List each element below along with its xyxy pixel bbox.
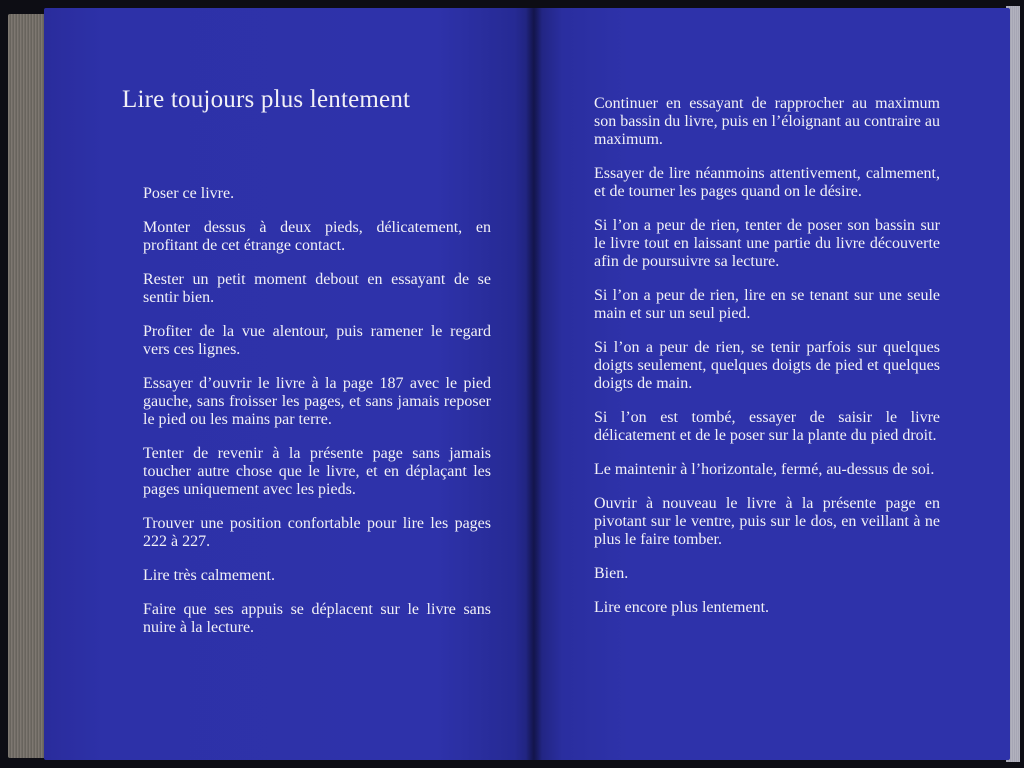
- left-page: [44, 8, 534, 760]
- paragraph: Lire encore plus lentement.: [594, 599, 770, 616]
- paragraph: Profiter de la vue alentour, puis ramener le regard vers ces lignes.: [143, 323, 491, 358]
- paragraph: Essayer d’ouvrir le livre à la page 187 avec le pied gauche, sans froisser les pages, et sans jamais reposer le pied ou les mains par terre.: [143, 375, 491, 428]
- paragraph: Essayer de lire néanmoins attentivement, calmement, et de tourner les pages quand on le désire.: [594, 165, 940, 200]
- page-title: Lire toujours plus lentement: [122, 86, 411, 113]
- right-page-text: [594, 95, 940, 633]
- paragraph: Si l’on est tombé, essayer de saisir le livre délicatement et de le poser sur la plante du pied droit.: [594, 409, 940, 444]
- paragraph: Ouvrir à nouveau le livre à la présente page en pivotant sur le ventre, puis sur le dos, en veillant à ne plus le faire tomber.: [594, 495, 940, 548]
- paragraph: Monter dessus à deux pieds, délicatement, en profitant de cet étrange contact.: [143, 219, 491, 254]
- paragraph: Continuer en essayant de rapprocher au maximum son bassin du livre, puis en l’éloignant au contraire au maximum.: [594, 95, 940, 148]
- paragraph: Le maintenir à l’horizontale, fermé, au-dessus de soi.: [594, 461, 935, 478]
- paragraph: Rester un petit moment debout en essayant de se sentir bien.: [143, 271, 491, 306]
- paragraph: Trouver une position confortable pour lire les pages 222 à 227.: [143, 515, 491, 550]
- book-gutter: [526, 8, 542, 760]
- paragraph: Si l’on a peur de rien, tenter de poser son bassin sur le livre tout en laissant une partie du livre découverte afin de poursuivre sa lecture.: [594, 217, 940, 270]
- paragraph: Tenter de revenir à la présente page sans jamais toucher autre chose que le livre, et en déplaçant les pages uniquement avec les pieds.: [143, 445, 491, 498]
- right-page: [534, 8, 1010, 760]
- paragraph: Bien.: [594, 565, 629, 582]
- paragraph: Lire très calmement.: [143, 567, 275, 584]
- left-page-text: [143, 185, 491, 653]
- paragraph: Si l’on a peur de rien, lire en se tenant sur une seule main et sur un seul pied.: [594, 287, 940, 322]
- paragraph: Si l’on a peur de rien, se tenir parfois sur quelques doigts seulement, quelques doigts de pied et quelques doigts de main.: [594, 339, 940, 392]
- paragraph: Faire que ses appuis se déplacent sur le livre sans nuire à la lecture.: [143, 601, 491, 636]
- paragraph: Poser ce livre.: [143, 185, 235, 202]
